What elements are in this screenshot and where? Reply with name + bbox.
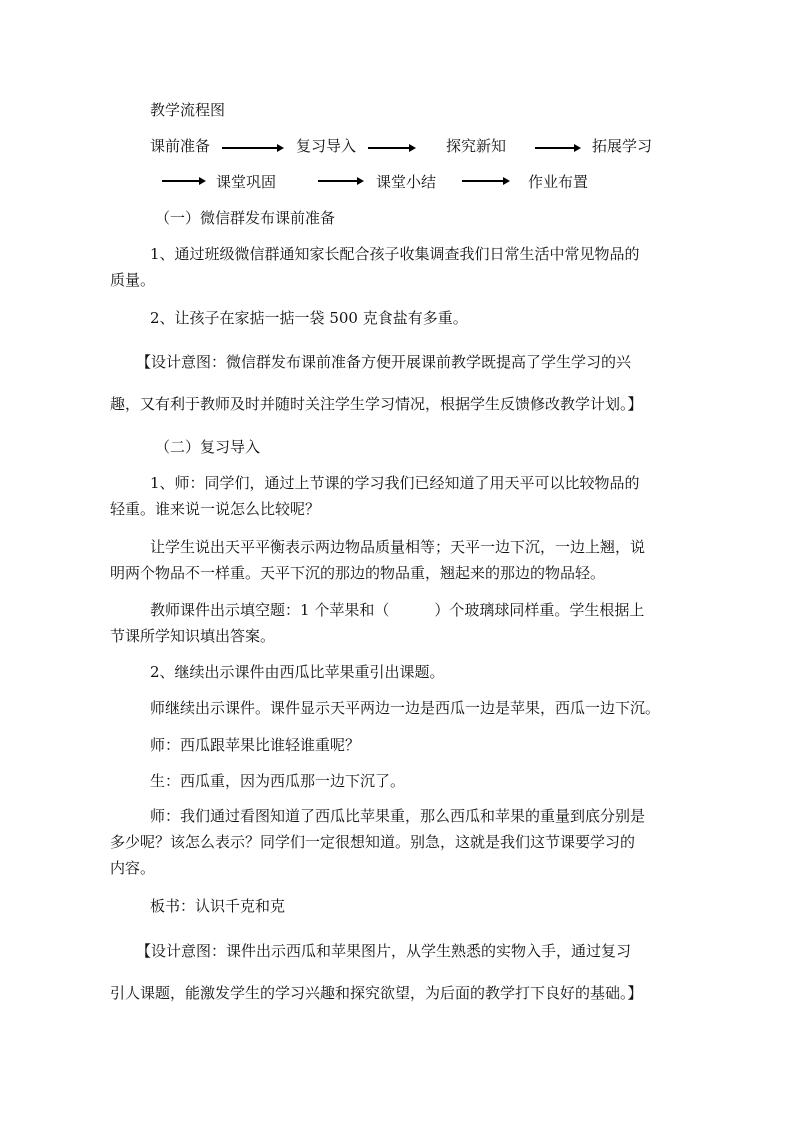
- flow-step-2: 复习导入: [296, 137, 357, 155]
- paragraph-line: 让学生说出天平平衡表示两边物品质量相等；天平一边下沉，一边上翘，说: [150, 538, 646, 556]
- section-heading: （一）微信群发布课前准备: [155, 209, 336, 227]
- document-title: 教学流程图: [150, 101, 226, 119]
- flow-arrow-icon: [318, 180, 362, 182]
- design-intent-line: 引人课题，能激发学生的学习兴趣和探究欲望，为后面的教学打下良好的基础。】: [110, 984, 643, 1002]
- blackboard-note: 板书：认识千克和克: [150, 897, 286, 915]
- paragraph-line: 明两个物品不一样重。天平下沉的那边的物品重，翘起来的那边的物品轻。: [110, 564, 606, 582]
- paragraph-line: 师继续出示课件。课件显示天平两边一边是西瓜一边是苹果，西瓜一边下沉。: [150, 699, 661, 717]
- paragraph-line: 2、让孩子在家掂一掂一袋 500 克食盐有多重。: [150, 309, 468, 327]
- paragraph-line: 多少呢？该怎么表示？同学们一定很想知道。别急，这就是我们这节课要学习的: [110, 833, 636, 851]
- flow-arrow-icon: [535, 147, 579, 149]
- flow-step-4: 拓展学习: [592, 137, 653, 155]
- paragraph-line: 1、师：同学们，通过上节课的学习我们已经知道了用天平可以比较物品的: [150, 474, 640, 492]
- paragraph-line: 2、继续出示课件由西瓜比苹果重引出课题。: [150, 663, 445, 681]
- paragraph-line: 内容。: [110, 859, 156, 877]
- paragraph-line: 教师课件出示填空题：1 个苹果和（ ）个玻璃球同样重。学生根据上: [150, 601, 645, 619]
- paragraph-line: 1、通过班级微信群通知家长配合孩子收集调查我们日常生活中常见物品的: [150, 245, 640, 263]
- design-intent-line: 趣，又有利于教师及时并随时关注学生学习情况，根据学生反馈修改教学计划。】: [110, 395, 643, 413]
- design-intent-line: 【设计意图：课件出示西瓜和苹果图片，从学生熟悉的实物入手，通过复习: [136, 942, 632, 960]
- paragraph-line: 节课所学知识填出答案。: [110, 627, 276, 645]
- flow-arrow-icon: [462, 180, 508, 182]
- flow-step-7: 作业布置: [528, 173, 589, 191]
- paragraph-line: 生：西瓜重，因为西瓜那一边下沉了。: [150, 772, 406, 790]
- flow-arrow-icon: [162, 180, 204, 182]
- flow-step-6: 课堂小结: [376, 173, 437, 191]
- paragraph-line: 师：西瓜跟苹果比谁轻谁重呢？: [150, 736, 361, 754]
- paragraph-line: 师：我们通过看图知道了西瓜比苹果重，那么西瓜和苹果的重量到底分别是: [150, 807, 646, 825]
- paragraph-line: 质量。: [110, 271, 156, 289]
- paragraph-line: 轻重。谁来说一说怎么比较呢？: [110, 500, 321, 518]
- flow-step-3: 探究新知: [446, 137, 507, 155]
- flow-arrow-icon: [222, 147, 282, 149]
- flow-arrow-icon: [368, 147, 414, 149]
- flow-step-5: 课堂巩固: [216, 173, 277, 191]
- flow-step-1: 课前准备: [150, 137, 211, 155]
- section-heading: （二）复习导入: [155, 438, 261, 456]
- design-intent-line: 【设计意图：微信群发布课前准备方便开展课前教学既提高了学生学习的兴: [136, 353, 632, 371]
